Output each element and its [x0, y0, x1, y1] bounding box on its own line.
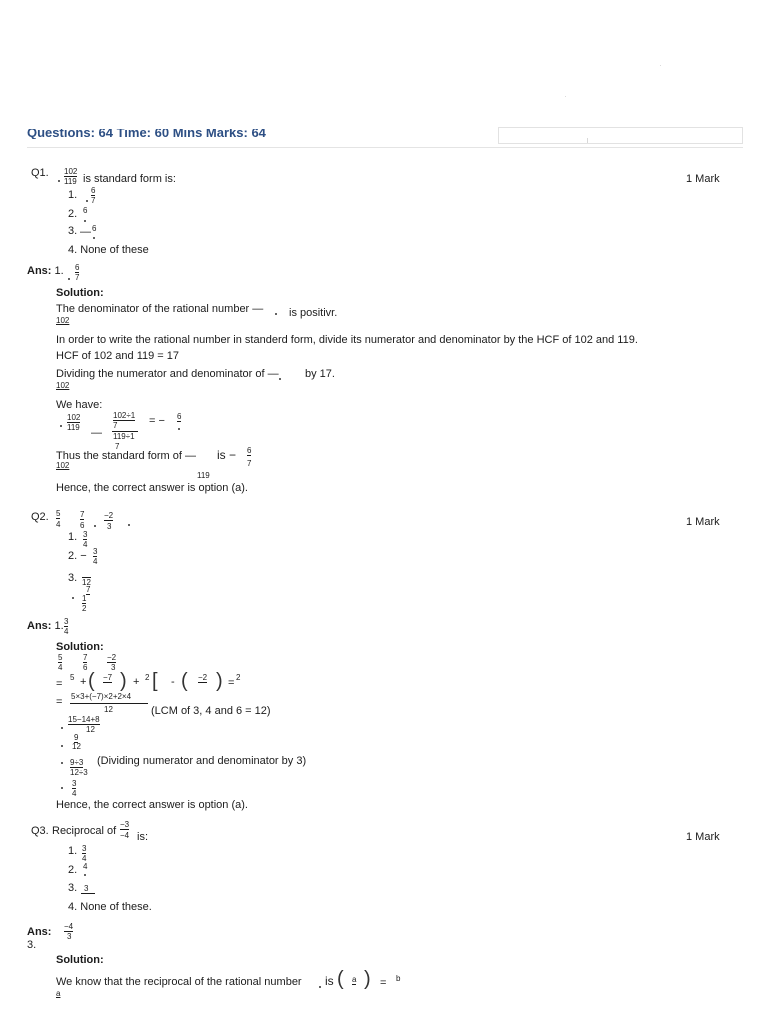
fraction-denominator: 12 [86, 725, 95, 734]
fraction-numerator: 4 [83, 862, 88, 871]
fraction-denominator: 3 [111, 663, 116, 672]
fraction-numerator: 102 [64, 167, 78, 176]
fraction-denominator: 102 [56, 316, 70, 325]
artifact-dot [660, 65, 661, 66]
fraction-numerator: 7 [83, 653, 88, 662]
fraction-numerator: 6 [177, 412, 182, 421]
fraction-numerator: 3 [83, 530, 88, 539]
fraction-denominator: 4 [64, 627, 69, 636]
fraction-denominator: 4 [58, 663, 63, 672]
fraction-numerator: 2 [236, 673, 241, 682]
fraction-numerator: 5×3+(−7)×2+2×4 [71, 692, 132, 701]
artifact-dot [61, 787, 63, 789]
option-label: 3. [68, 225, 78, 237]
fraction-numerator: 3 [84, 884, 89, 893]
fraction-numerator: 7 [80, 510, 85, 519]
fraction-numerator: 15−14+8 [68, 715, 100, 724]
fraction-numerator: 2 [145, 673, 150, 682]
option-label: 2. [68, 208, 78, 220]
fraction-numerator: 9 [74, 733, 79, 742]
fraction-part: 7 [86, 585, 91, 594]
artifact-dot [60, 425, 62, 427]
option-label: 4. [68, 244, 78, 256]
question-text: is: [137, 831, 148, 843]
fraction-denominator: 3 [67, 932, 72, 941]
option-label: 4. [68, 901, 78, 913]
question-text: is standard form is: [83, 173, 176, 185]
fraction-numerator: 6 [91, 186, 96, 195]
fraction-numerator: −2 [104, 511, 114, 520]
header-info-box [498, 127, 743, 144]
answer-line [27, 265, 64, 277]
fraction-numerator: −3 [120, 820, 130, 829]
solution-text: We have: [56, 399, 103, 411]
fraction-numerator: −2 [107, 653, 117, 662]
fraction-numerator: a [352, 975, 357, 984]
fraction-numerator: −4 [64, 922, 74, 931]
fraction-numerator: −7 [103, 673, 113, 682]
fraction-numerator: 5 [56, 509, 61, 518]
option-label: 2. [68, 864, 78, 876]
artifact-dot [84, 874, 86, 876]
option-label: 1. [68, 845, 78, 857]
answer-label: Ans: [27, 926, 52, 938]
solution-text: is positivr. [289, 307, 338, 319]
artifact-dot [61, 762, 63, 764]
artifact-dot [86, 200, 88, 202]
solution-text: HCF of 102 and 119 = 17 [56, 350, 180, 362]
answer-line [27, 620, 64, 632]
close-paren: ) [120, 670, 127, 692]
artifact-dot [93, 237, 95, 239]
fraction-denominator-continued: 7 [115, 442, 120, 451]
question-marks: 1 Mark [686, 516, 720, 528]
option-label: 2. − [68, 550, 87, 562]
close-paren: ) [364, 968, 371, 990]
option-label: 1. [68, 189, 78, 201]
header-box-divider [587, 138, 588, 143]
fraction-denominator: 4 [83, 540, 88, 549]
option-text: None of these [80, 244, 149, 256]
option-4 [68, 901, 152, 913]
fraction-numerator: 3 [64, 617, 69, 626]
answer-label: Ans: [27, 265, 52, 277]
fraction-part: 12 [82, 578, 91, 587]
fraction-numerator: 5 [70, 673, 75, 682]
header-rule [27, 147, 743, 148]
fraction-denominator: 102 [56, 461, 70, 470]
option-4 [68, 244, 149, 256]
fraction-denominator: 102 [56, 381, 70, 390]
fraction-denominator: 7 [91, 196, 96, 205]
option-label: 3. [68, 572, 78, 584]
fraction-denominator: 4 [56, 520, 61, 529]
solution-text: Dividing the numerator and denominator of — [56, 368, 279, 380]
paper-summary-header [27, 129, 327, 139]
solution-heading: Solution: [56, 954, 104, 966]
artifact-dot [128, 524, 130, 526]
fraction-numerator: 3 [93, 547, 98, 556]
option-label: 1. [68, 531, 78, 543]
paper-summary: Questions: 64 Time: 60 Mins Marks: 64 [27, 129, 266, 139]
fraction-numerator-continued: 7 [113, 421, 118, 430]
question-marks: 1 Mark [686, 173, 720, 185]
step-note: (Dividing numerator and denominator by 3) [97, 755, 307, 767]
answer-choice: 1. [54, 265, 64, 277]
equals-sign: = [228, 677, 235, 689]
question-marks: 1 Mark [686, 831, 720, 843]
fraction-numerator: 102÷1 [113, 411, 136, 420]
solution-conclusion: Hence, the correct answer is option (a). [56, 799, 248, 811]
fraction-denominator: −4 [120, 831, 130, 840]
fraction-denominator: 12 [104, 705, 113, 714]
fraction-denominator: 6 [80, 521, 85, 530]
artifact-dot [61, 745, 63, 747]
artifact-dot [279, 378, 281, 380]
artifact-dot [72, 597, 74, 599]
solution-text: In order to write the rational number in standerd form, divide its numerator and denominator by the HCF of 102 and 119. [56, 334, 638, 346]
question-number: Q1. [31, 167, 49, 179]
artifact-dot [319, 986, 321, 988]
open-bracket: [ [152, 670, 158, 692]
fraction-denominator: 4 [72, 789, 77, 798]
solution-text: by 17. [305, 368, 335, 380]
fraction-numerator: 3 [72, 779, 77, 788]
artifact-dot [68, 278, 70, 280]
equation-equals: = − [149, 415, 165, 427]
answer-choice: 1. [54, 620, 64, 632]
artifact-dot [565, 96, 566, 97]
fraction-numerator: 3 [82, 844, 87, 853]
fraction-denominator: 7 [247, 459, 252, 468]
open-paren: ( [88, 670, 95, 692]
equals-sign: = [56, 696, 63, 708]
plus-sign: + [133, 676, 140, 688]
fraction-numerator: b [396, 974, 401, 983]
fraction-denominator: 7 [75, 273, 80, 282]
equals-sign: = [56, 678, 63, 690]
fraction-denominator: 119 [64, 177, 77, 186]
fraction-numerator: 5 [58, 653, 63, 662]
solution-text: is − [217, 448, 237, 462]
solution-text: We know that the reciprocal of the rational number [56, 976, 302, 988]
fraction-numerator: 1 [82, 594, 87, 603]
fraction-numerator: −2 [198, 673, 208, 682]
plus-sign: + [80, 676, 87, 688]
fraction-denominator: 2 [82, 604, 87, 613]
fraction-denominator: 119÷1 [113, 432, 135, 441]
equals-sign: = [380, 977, 387, 989]
solution-text: Thus the standard form of — [56, 450, 197, 462]
artifact-dot [275, 313, 277, 315]
fraction-denominator: 119 [67, 423, 80, 432]
fraction-numerator: 9÷3 [70, 758, 84, 767]
fraction-numerator: 6 [75, 263, 80, 272]
answer-choice: 3. [27, 939, 37, 951]
question-text: Reciprocal of [52, 825, 117, 837]
fraction-denominator: 12 [72, 742, 81, 751]
artifact-dot [84, 220, 86, 222]
question-number: Q2. [31, 511, 49, 523]
answer-label: Ans: [27, 620, 52, 632]
close-paren: ) [216, 670, 223, 692]
fraction-denominator: 119 [197, 471, 210, 480]
option-label: 3. [68, 882, 78, 894]
fraction-denominator: 6 [83, 663, 88, 672]
fraction-denominator: 12÷3 [70, 768, 88, 777]
fraction-denominator: 3 [107, 522, 112, 531]
step-note: (LCM of 3, 4 and 6 = 12) [151, 705, 271, 717]
equation-dash: — [91, 427, 102, 439]
solution-conclusion: Hence, the correct answer is option (a). [56, 482, 248, 494]
fraction-denominator: 4 [82, 854, 87, 863]
artifact-dot [61, 727, 63, 729]
solution-text: The denominator of the rational number — [56, 303, 264, 315]
artifact-dot [178, 428, 180, 430]
fraction-numerator: 102 [67, 413, 81, 422]
option-text: None of these. [80, 901, 152, 913]
fraction-numerator: 6 [83, 206, 88, 215]
open-paren: ( [337, 968, 344, 990]
fraction-numerator: 6 [92, 224, 97, 233]
fraction-denominator: a [56, 989, 61, 998]
solution-text: is [325, 974, 334, 988]
solution-heading: Solution: [56, 641, 104, 653]
artifact-dot [94, 525, 96, 527]
fraction-numerator: 6 [247, 446, 252, 455]
fraction-bar [81, 893, 95, 894]
open-paren: ( [181, 670, 188, 692]
question-number: Q3. [31, 825, 49, 837]
option-dash: — [80, 226, 91, 238]
artifact-dot [58, 180, 60, 182]
fraction-bar [70, 703, 148, 704]
fraction-denominator: 4 [93, 557, 98, 566]
solution-heading: Solution: [56, 287, 104, 299]
minus-sign: - [171, 676, 175, 688]
